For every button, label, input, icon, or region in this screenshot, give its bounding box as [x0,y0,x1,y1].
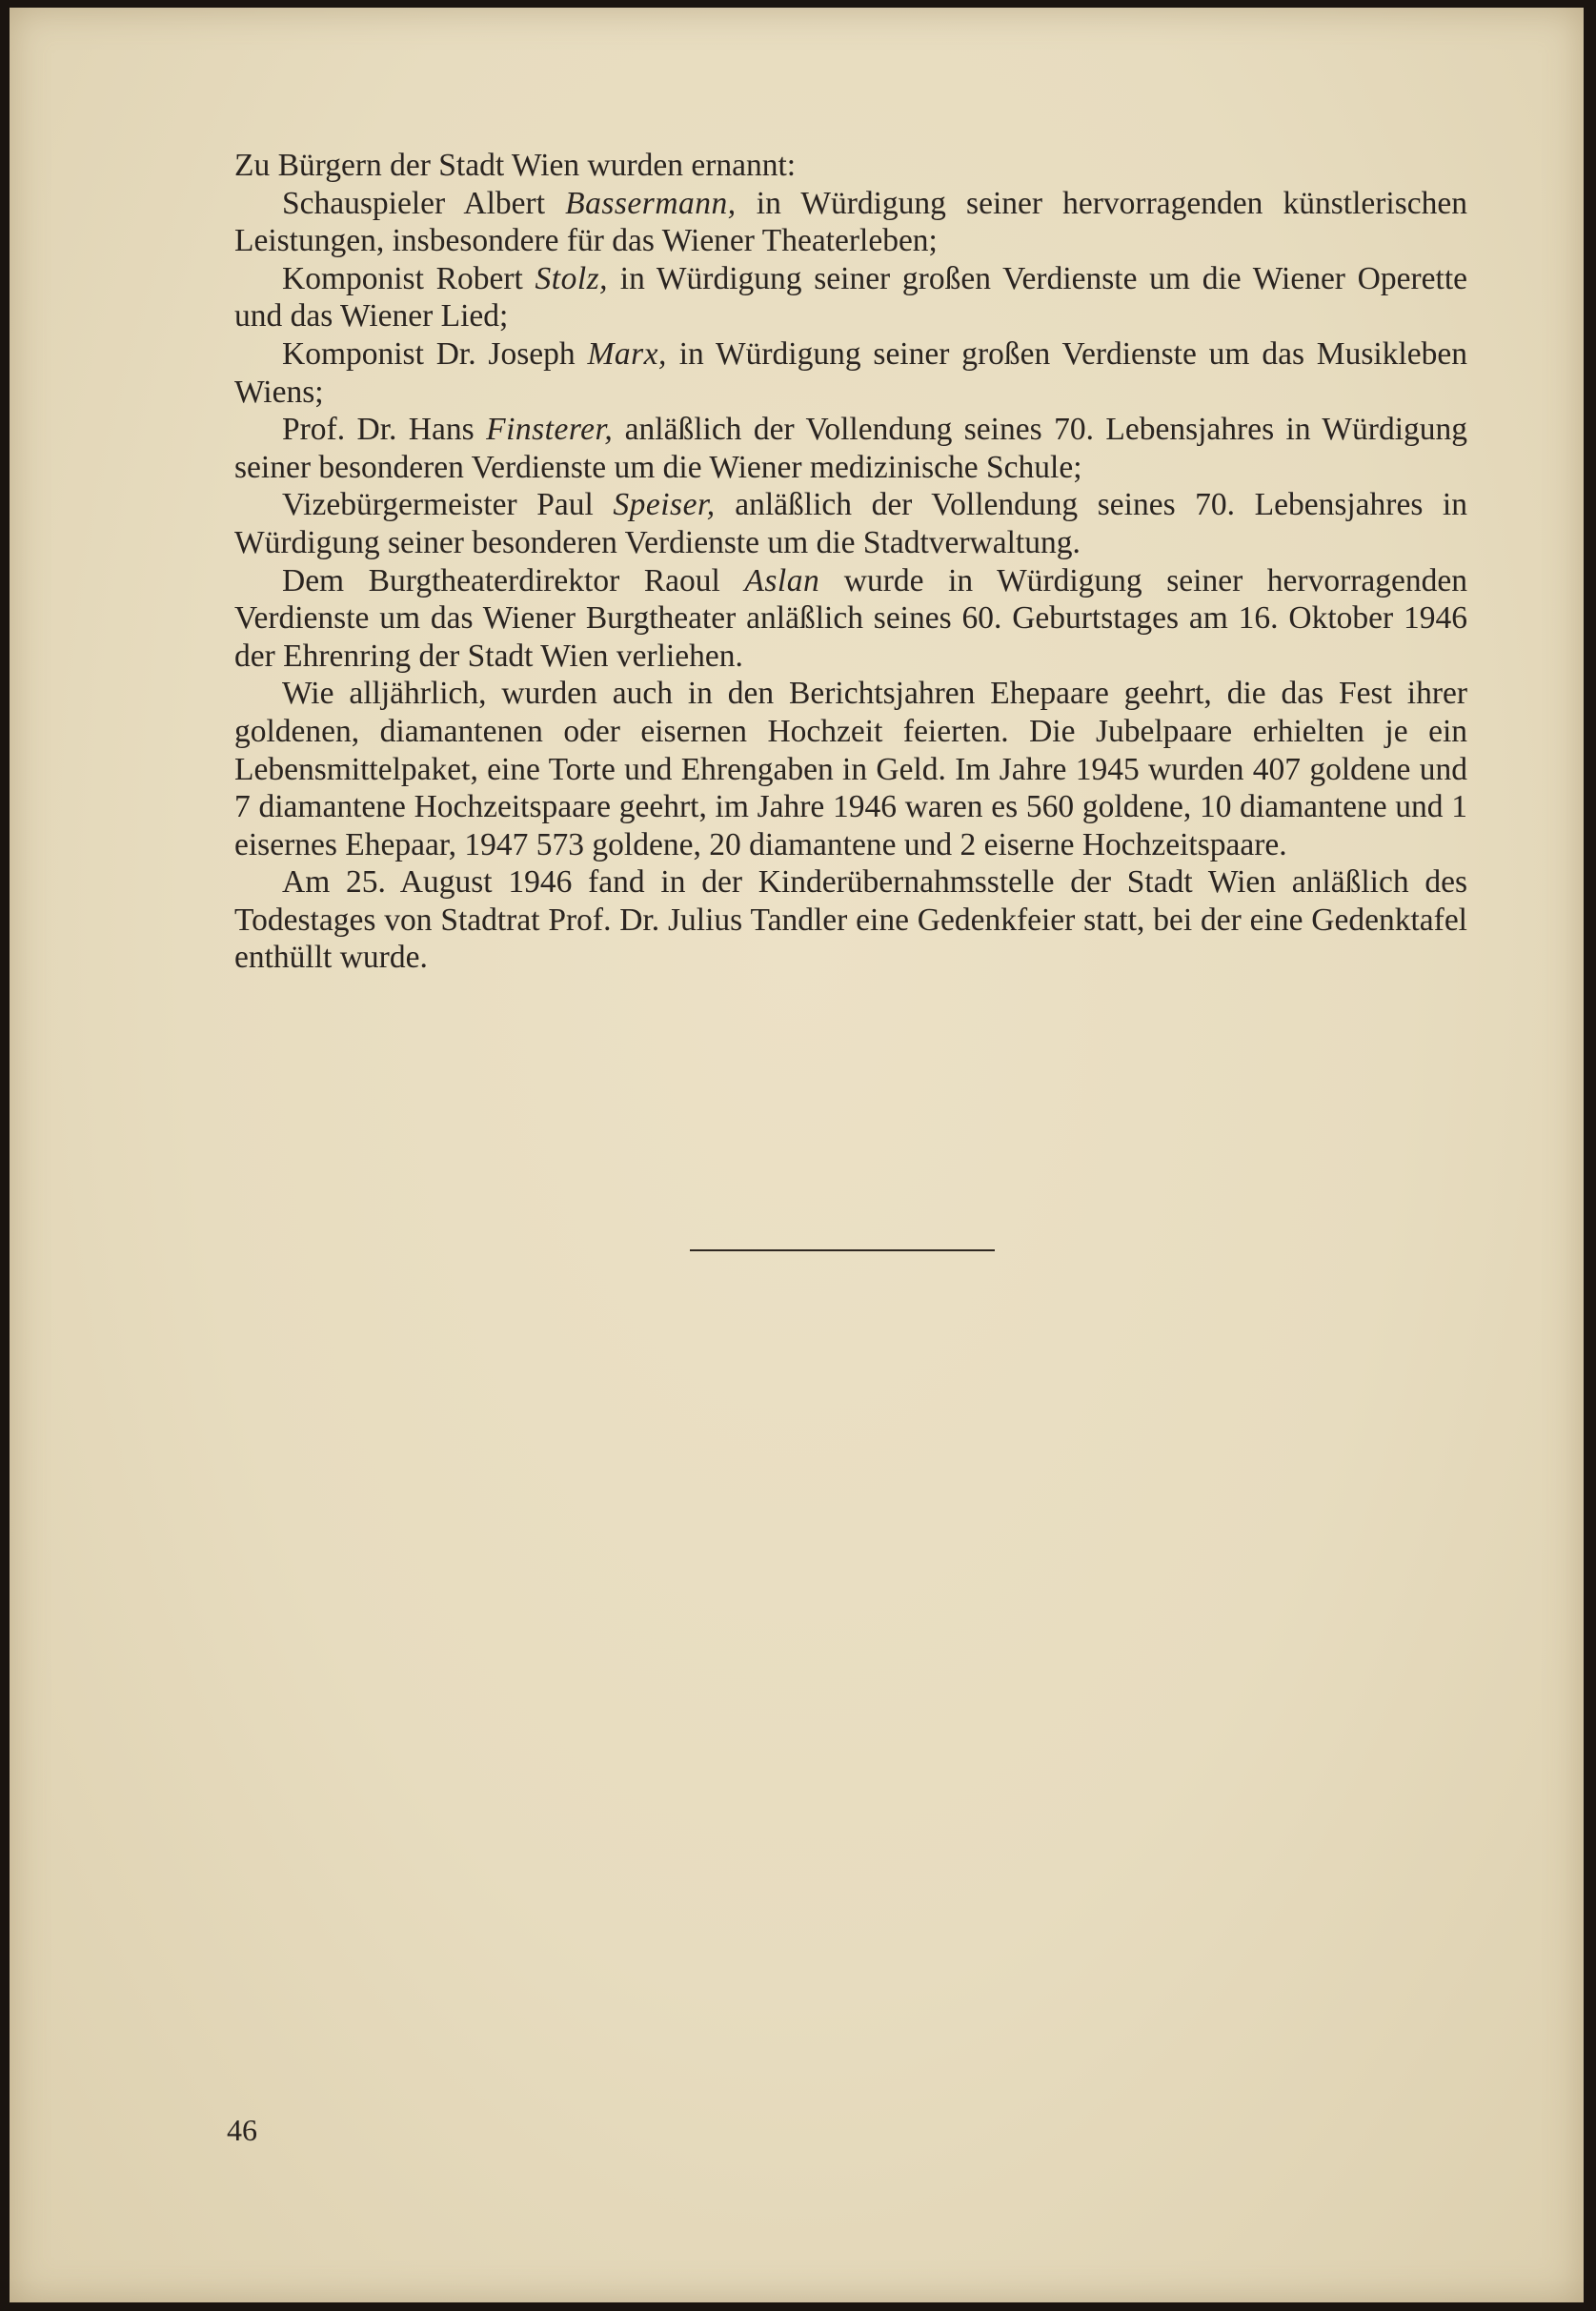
honoree-name: Speiser, [613,487,716,523]
intro-paragraph [234,147,1467,185]
entry-text: in Würdigung seiner hervorragenden künstlerischen Leistungen, insbesondere für das Wiener Theaterleben; [234,185,1467,259]
honoree-name: Finsterer, [486,412,614,448]
page-number: 46 [227,2113,257,2147]
paragraph-text: Am 25. August 1946 fand in der Kinderübernahmsstelle der Stadt Wien anläßlich des Todestages von Stadtrat Prof. Dr. Julius Tandler eine Gedenkfeier statt, bei der eine Gedenktafel enthüllt wurde. [234,864,1467,976]
entry-text: Komponist Dr. Joseph [282,335,588,372]
honoree-entry-speiser [234,486,1467,561]
honoree-name: Marx, [587,335,667,372]
entry-text: in Würdigung seiner großen Verdienste um die Wiener Operette und das Wiener Lied; [234,260,1468,334]
paragraph-text: Dem Burgtheaterdirektor Raoul [282,562,745,598]
entry-text: Vizebürgermeister Paul [282,487,614,523]
entry-text: Schauspieler Albert [282,185,566,221]
gedenkfeier-paragraph [234,863,1467,977]
honoree-entry-bassermann [234,185,1467,260]
entry-text: in Würdigung seiner großen Verdienste um das Musikleben Wiens; [234,335,1467,410]
paragraph-text: Wie alljährlich, wurden auch in den Berichtsjahren Ehepaare geehrt, die das Fest ihrer goldenen, diamantenen oder eisernen Hochzeit feierten. Die Jubelpaare erhielten je ein Lebensmittelpaket, eine Torte und Ehrengaben in Geld. Im Jahre 1945 wurden 407 goldene und 7 diamantene Hochzeitspaare geehrt, im Jahre 1946 waren es 560 goldene, 10 diamantene und 1 eisernes Ehepaar, 1947 573 goldene, 20 diamantene und 2 eiserne Hochzeitspaare. [234,676,1467,862]
entry-text: anläßlich der Vollendung seines 70. Lebensjahres in Würdigung seiner besonderen Verdienste um die Stadtverwaltung. [234,487,1467,560]
document-page [10,8,1584,2302]
ehepaare-paragraph [234,675,1467,863]
paragraph-text: wurde in Würdigung seiner hervorragenden Verdienste um das Wiener Burgtheater anläßlich seines 60. Geburtstages am 16. Oktober 1946 der Ehrenring der Stadt Wien verliehen. [234,562,1467,674]
honoree-name: Bassermann, [565,185,737,221]
honoree-entry-marx [234,335,1467,411]
honoree-entry-stolz [234,260,1467,335]
intro-text: Zu Bürgern der Stadt Wien wurden ernannt: [234,148,797,183]
honoree-entry-finsterer [234,411,1467,486]
body-text [234,147,1467,977]
honoree-name: Aslan [744,562,820,598]
entry-text: anläßlich der Vollendung seines 70. Lebensjahres in Würdigung seiner besonderen Verdienste um die Wiener medizinische Schule; [234,412,1468,485]
section-divider-rule [690,1249,995,1251]
ehrenring-paragraph [234,562,1467,676]
entry-text: Komponist Robert [282,260,535,296]
entry-text: Prof. Dr. Hans [282,412,487,448]
honoree-name: Stolz, [535,260,609,296]
